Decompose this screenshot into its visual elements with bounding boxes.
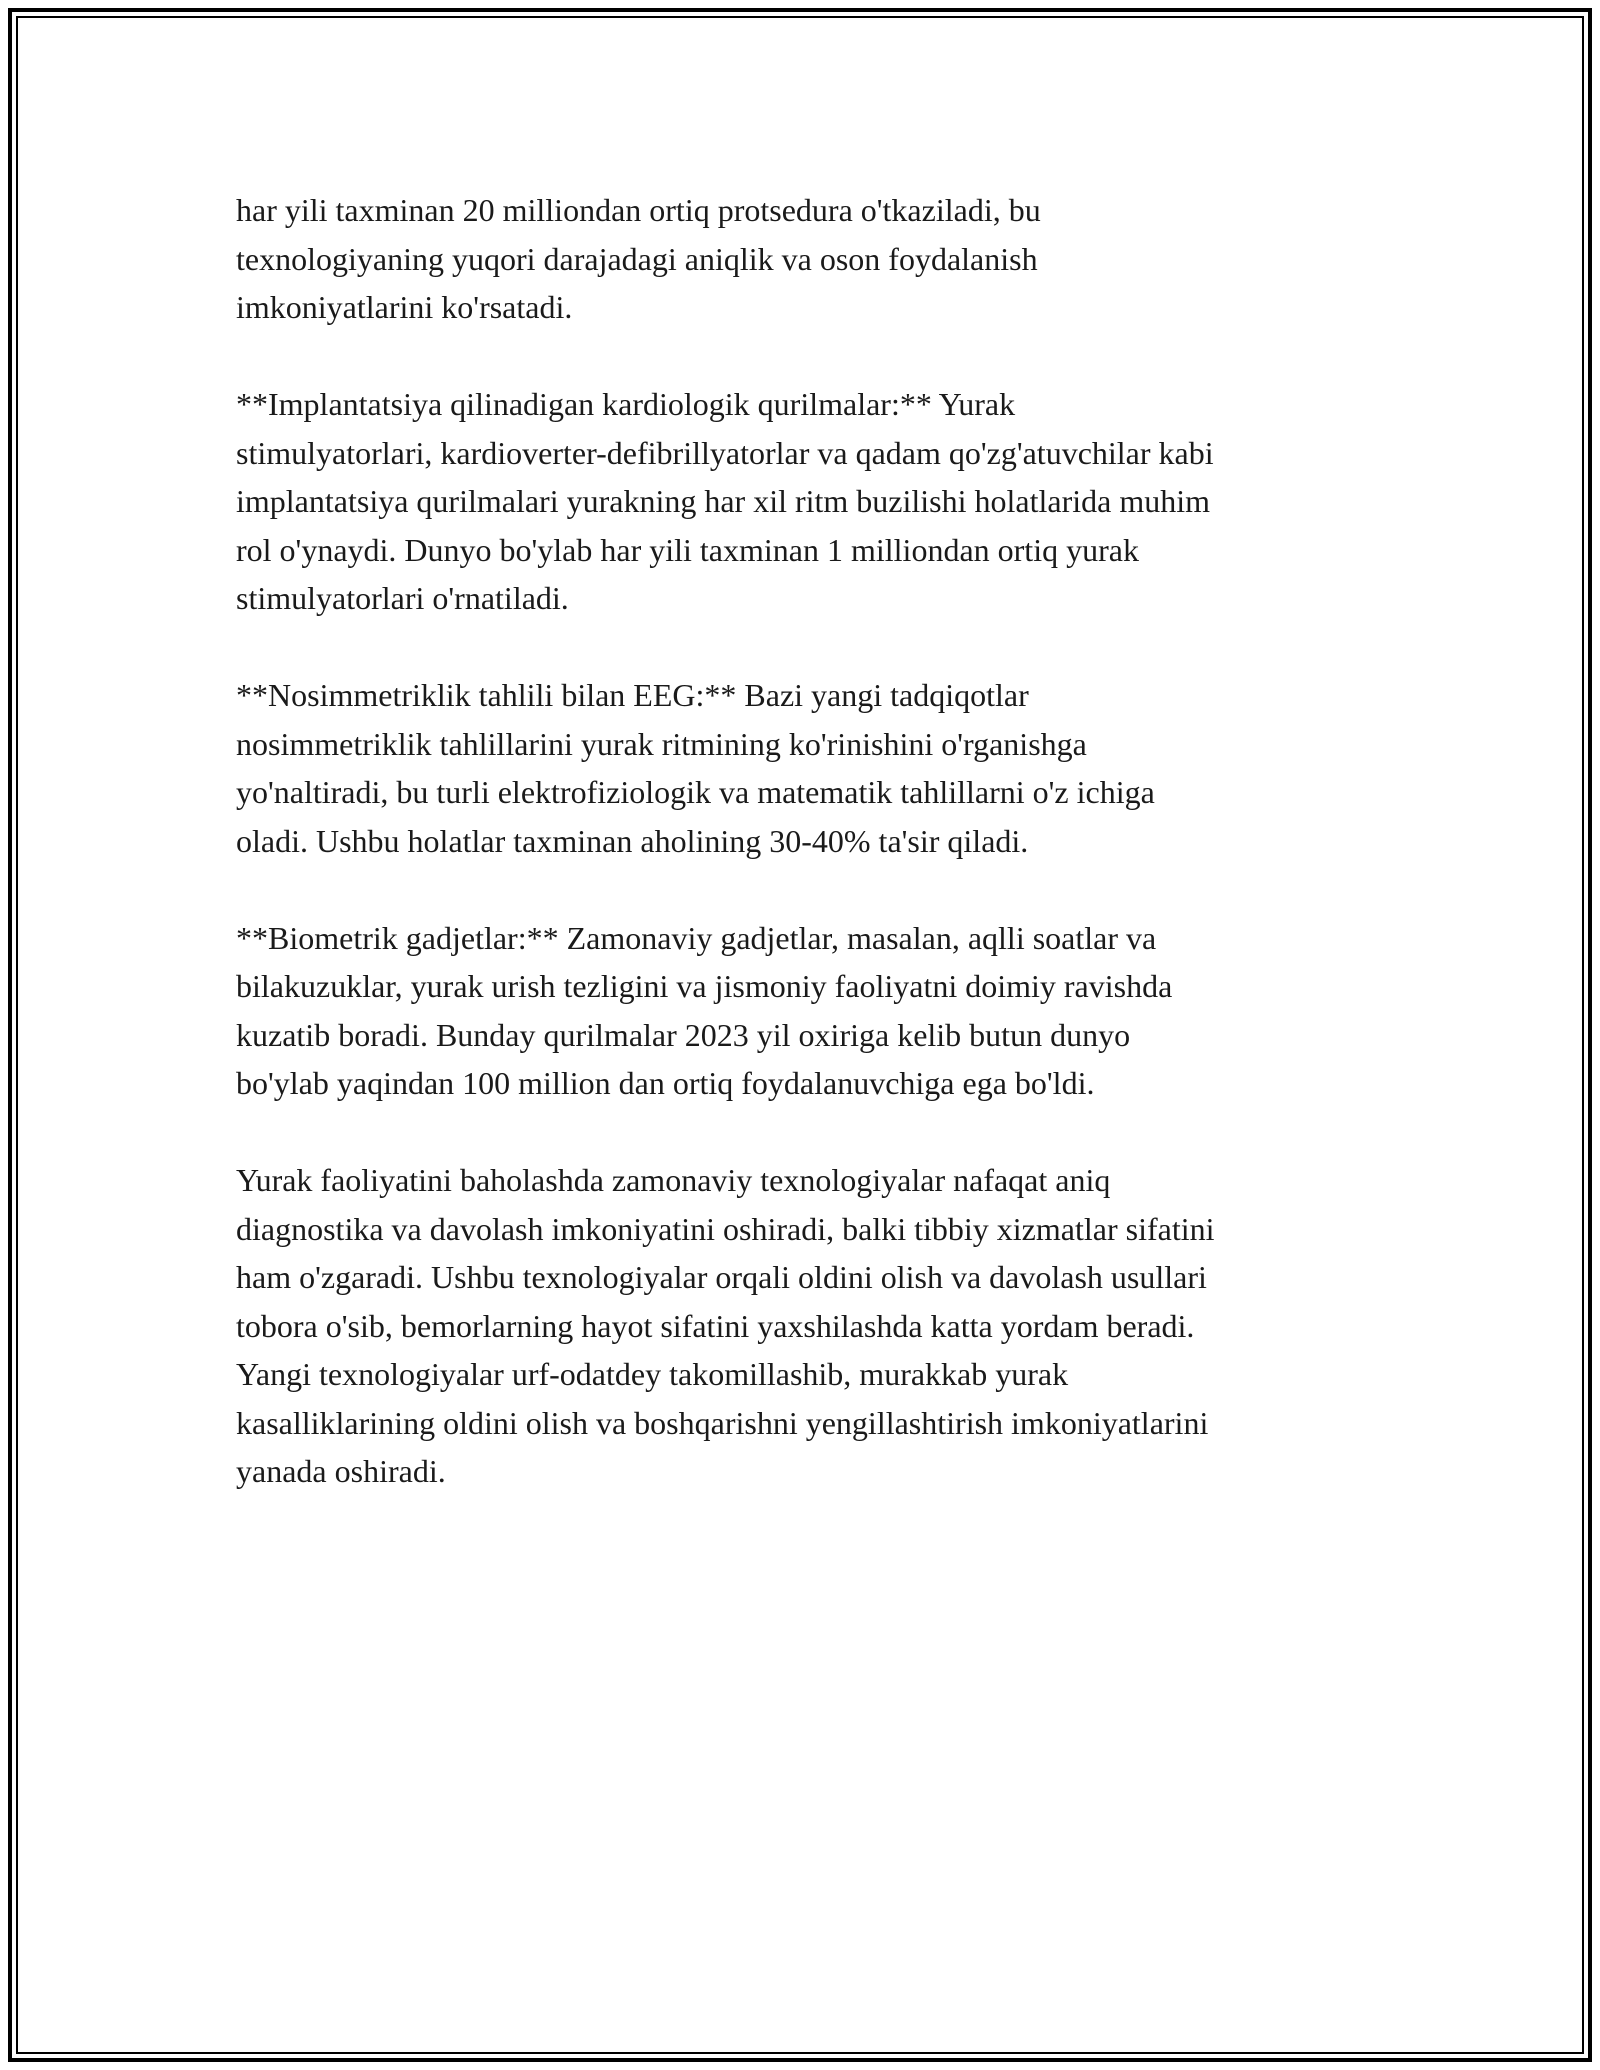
paragraph-implantable-devices xyxy=(236,380,1366,623)
text-line: yo'naltiradi, bu turli elektrofiziologik va matematik tahlillarni o'z ichiga xyxy=(236,774,1155,810)
text-line: oladi. Ushbu holatlar taxminan aholining 30-40% ta'sir qiladi. xyxy=(236,822,1029,859)
text-line: imkoniyatlarini ko'rsatadi. xyxy=(236,289,573,325)
text-line: **Nosimmetriklik tahlili bilan EEG:** Bazi yangi tadqiqotlar xyxy=(236,677,1029,713)
text-line: yanada oshiradi. xyxy=(236,1453,446,1489)
text-line: bo'ylab yaqindan 100 million dan ortiq foydalanuvchiga ega bo'ldi. xyxy=(236,1065,1095,1101)
text-line: stimulyatorlari o'rnatiladi. xyxy=(236,580,569,616)
text-line: rol o'ynaydi. Dunyo bo'ylab har yili taxminan 1 milliondan ortiq yurak xyxy=(236,531,1139,568)
text-line: texnologiyaning yuqori darajadagi aniqlik va oson foydalanish xyxy=(236,240,1038,277)
text-line: tobora o'sib, bemorlarning hayot sifatini yaxshilashda katta yordam beradi. xyxy=(236,1307,1195,1344)
text-line: stimulyatorlari, kardioverter-defibrillyatorlar va qadam qo'zg'atuvchilar kabi xyxy=(236,434,1214,471)
text-line: nosimmetriklik tahlillarini yurak ritmining ko'rinishini o'rganishga xyxy=(236,725,1087,762)
text-line: ham o'zgaradi. Ushbu texnologiyalar orqali oldini olish va davolash usullari xyxy=(236,1259,1207,1295)
text-line: **Biometrik gadjetlar:** Zamonaviy gadjetlar, masalan, aqlli soatlar va xyxy=(236,919,1157,956)
document-body xyxy=(236,186,1366,1496)
text-line: **Implantatsiya qilinadigan kardiologik qurilmalar:** Yurak xyxy=(236,386,1016,422)
paragraph-biometric-gadgets xyxy=(236,914,1366,1108)
text-line: kuzatib boradi. Bunday qurilmalar 2023 yil oxiriga kelib butun dunyo xyxy=(236,1016,1131,1053)
text-line: diagnostika va davolash imkoniyatini oshiradi, balki tibbiy xizmatlar sifatini xyxy=(236,1210,1215,1247)
text-line: Yurak faoliyatini baholashda zamonaviy texnologiyalar nafaqat aniq xyxy=(236,1162,1111,1198)
paragraph-procedures xyxy=(236,186,1366,332)
text-line: har yili taxminan 20 milliondan ortiq protsedura o'tkaziladi, bu xyxy=(236,192,1041,228)
paragraph-conclusion xyxy=(236,1156,1366,1496)
text-line: kasalliklarining oldini olish va boshqarishni yengillashtirish imkoniyatlarini xyxy=(236,1404,1209,1441)
text-line: bilakuzuklar, yurak urish tezligini va jismoniy faoliyatni doimiy ravishda xyxy=(236,968,1173,1004)
text-line: implantatsiya qurilmalari yurakning har xil ritm buzilishi holatlarida muhim xyxy=(236,483,1211,519)
text-line: Yangi texnologiyalar urf-odatdey takomillashib, murakkab yurak xyxy=(236,1356,1069,1392)
paragraph-asymmetry-eeg xyxy=(236,671,1366,865)
